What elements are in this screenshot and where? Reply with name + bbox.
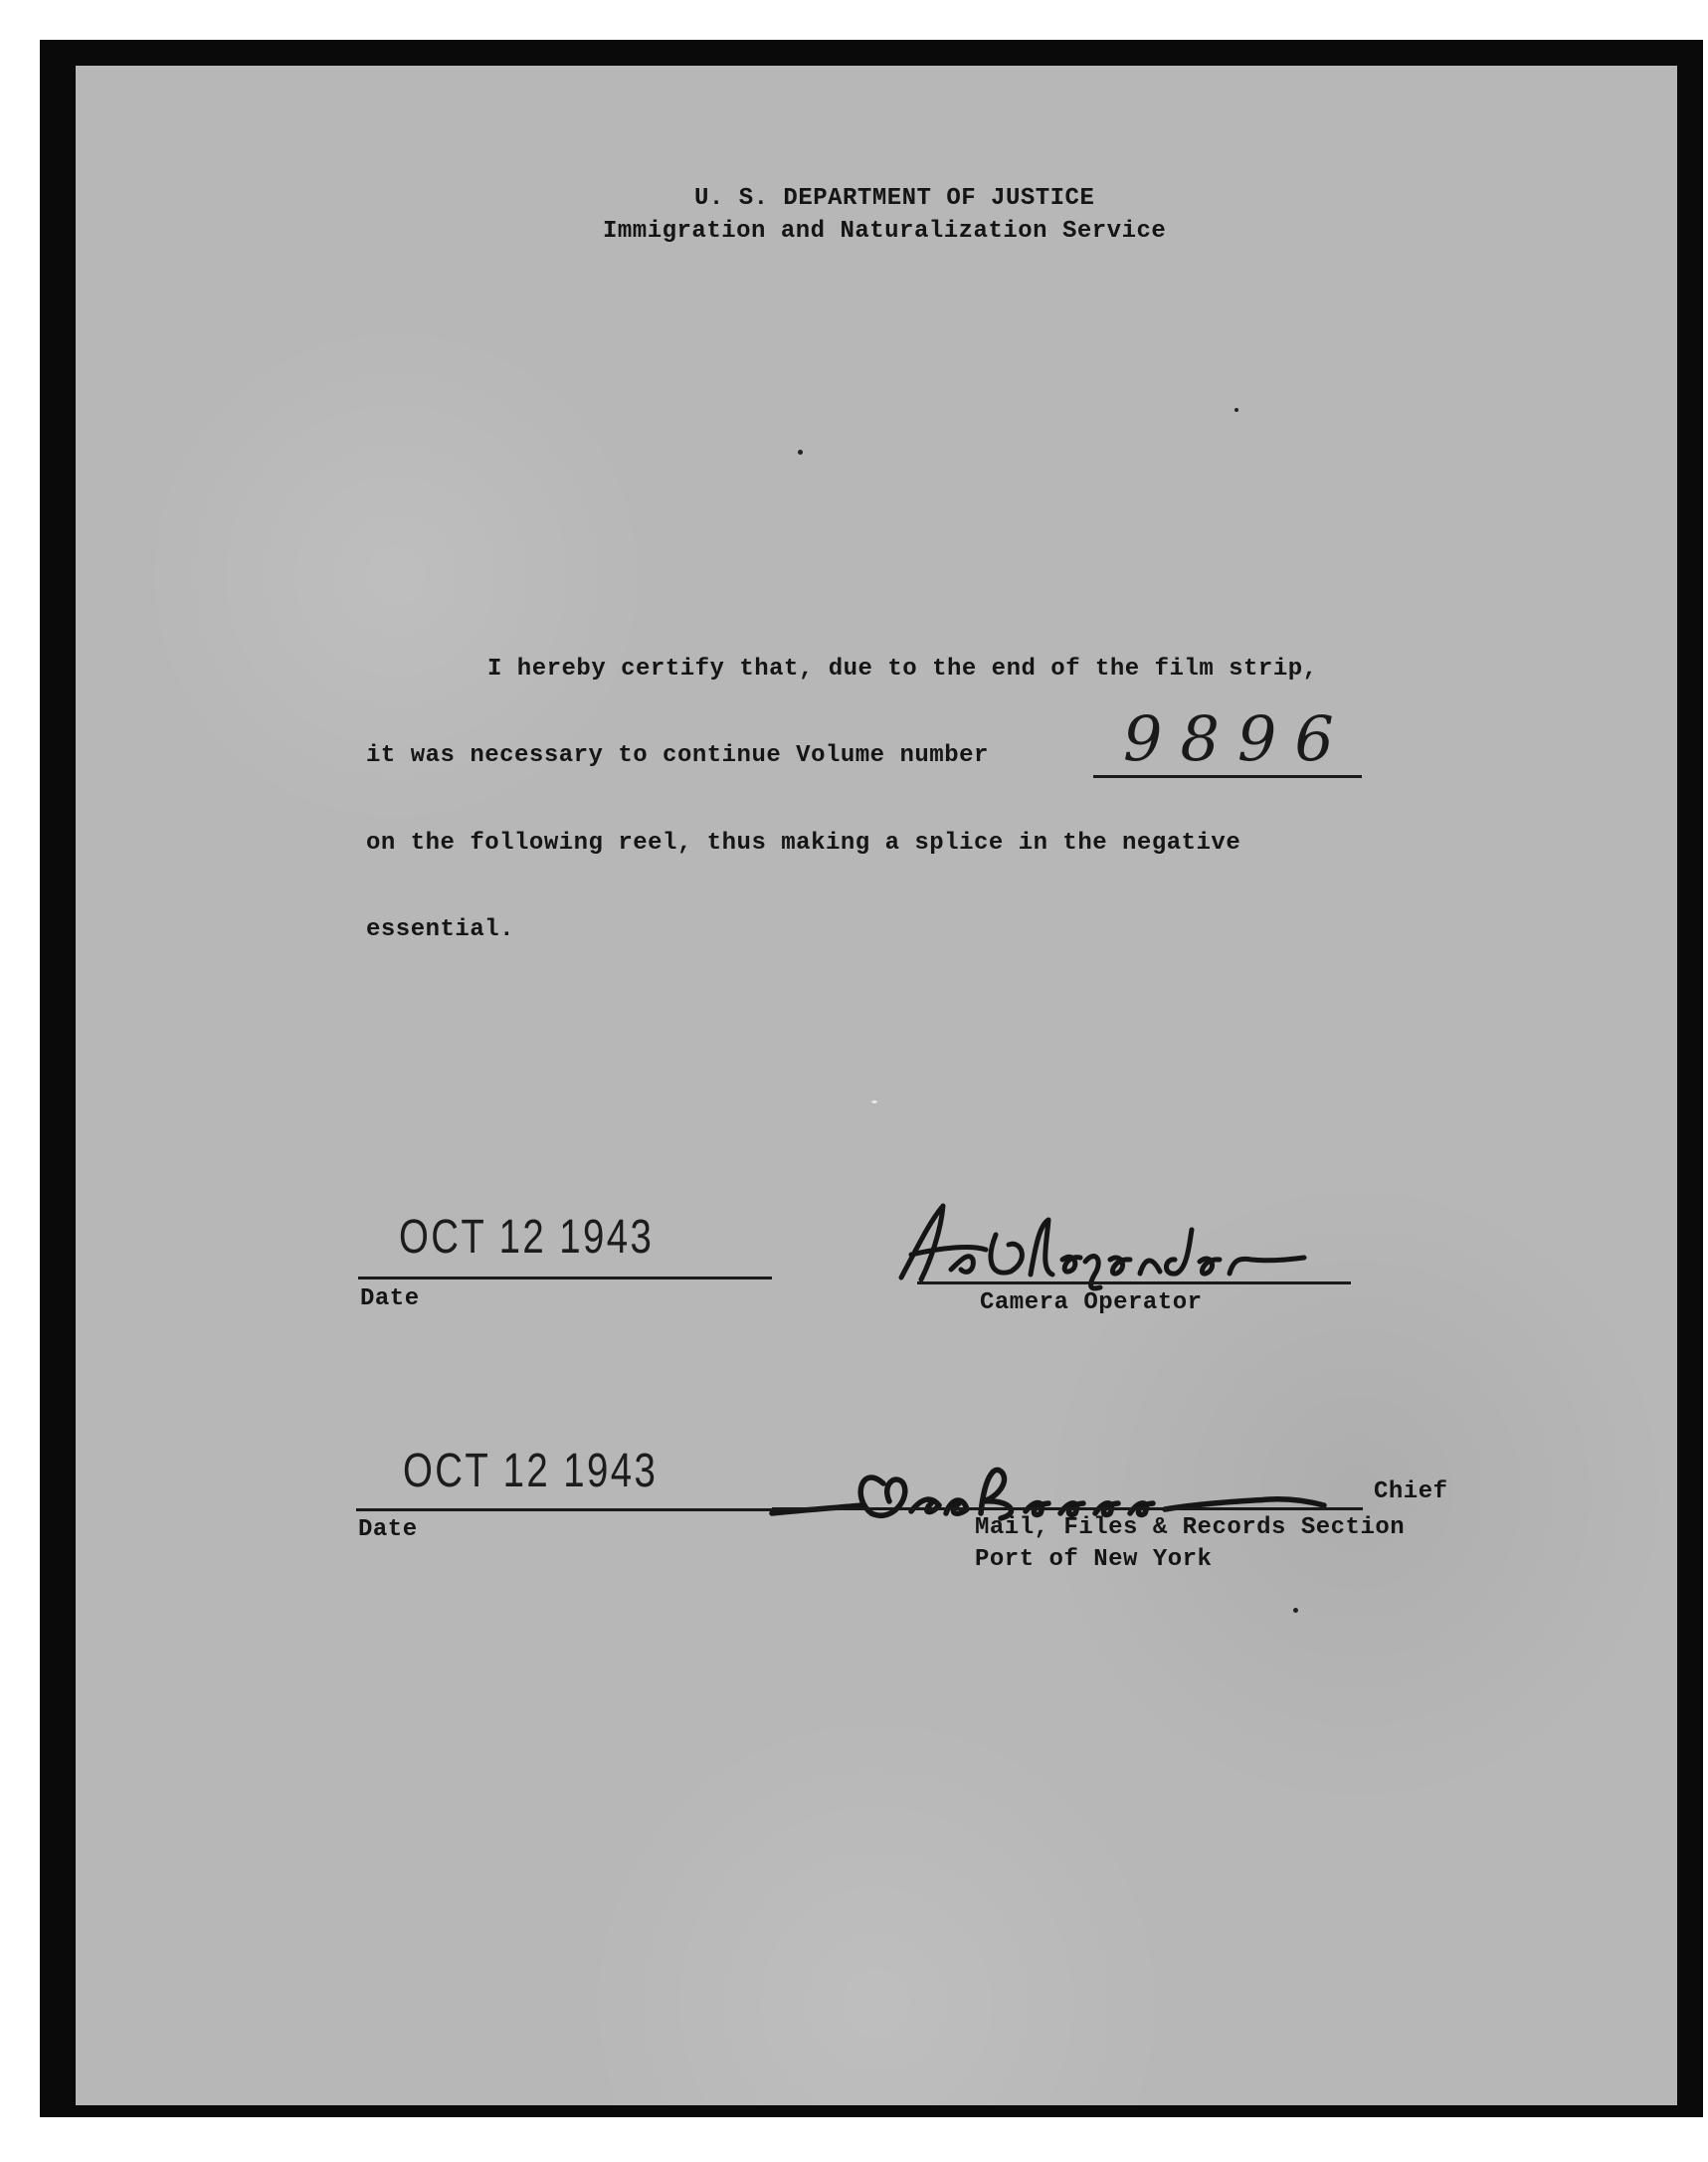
section-title: Mail, Files & Records Section bbox=[975, 1514, 1406, 1541]
camera-operator-label: Camera Operator bbox=[980, 1289, 1203, 1316]
volume-number-underline bbox=[1093, 775, 1362, 778]
date-label-1: Date bbox=[360, 1285, 420, 1312]
volume-number-handwritten: 9896 bbox=[1123, 702, 1352, 775]
certification-line-3: on the following reel, thus making a splice in the negative bbox=[366, 830, 1241, 857]
scan-border bbox=[40, 40, 1703, 2117]
date-stamp-2: OCT 12 1943 bbox=[403, 1445, 659, 1497]
date-stamp-1: OCT 12 1943 bbox=[399, 1211, 655, 1264]
date-line-2 bbox=[356, 1508, 774, 1511]
date-line-1 bbox=[358, 1277, 772, 1279]
date-label-2: Date bbox=[358, 1516, 418, 1543]
service-heading: Immigration and Naturalization Service bbox=[603, 218, 1167, 245]
certification-line-4: essential. bbox=[366, 916, 515, 943]
scan-speck bbox=[1293, 1608, 1298, 1613]
chief-title: Chief bbox=[1374, 1478, 1448, 1505]
port-title: Port of New York bbox=[975, 1546, 1213, 1573]
certification-line-1: I hereby certify that, due to the end of the film strip, bbox=[487, 656, 1318, 683]
chief-signature-line bbox=[772, 1507, 1363, 1510]
scan-speck bbox=[871, 1100, 877, 1103]
certification-line-2: it was necessary to continue Volume number bbox=[366, 742, 989, 769]
document-page bbox=[76, 66, 1677, 2105]
camera-operator-line bbox=[917, 1281, 1351, 1284]
department-heading: U. S. DEPARTMENT OF JUSTICE bbox=[694, 185, 1095, 212]
camera-operator-signature bbox=[891, 1200, 1309, 1289]
scan-speck bbox=[798, 450, 803, 455]
scan-speck bbox=[1234, 408, 1238, 412]
